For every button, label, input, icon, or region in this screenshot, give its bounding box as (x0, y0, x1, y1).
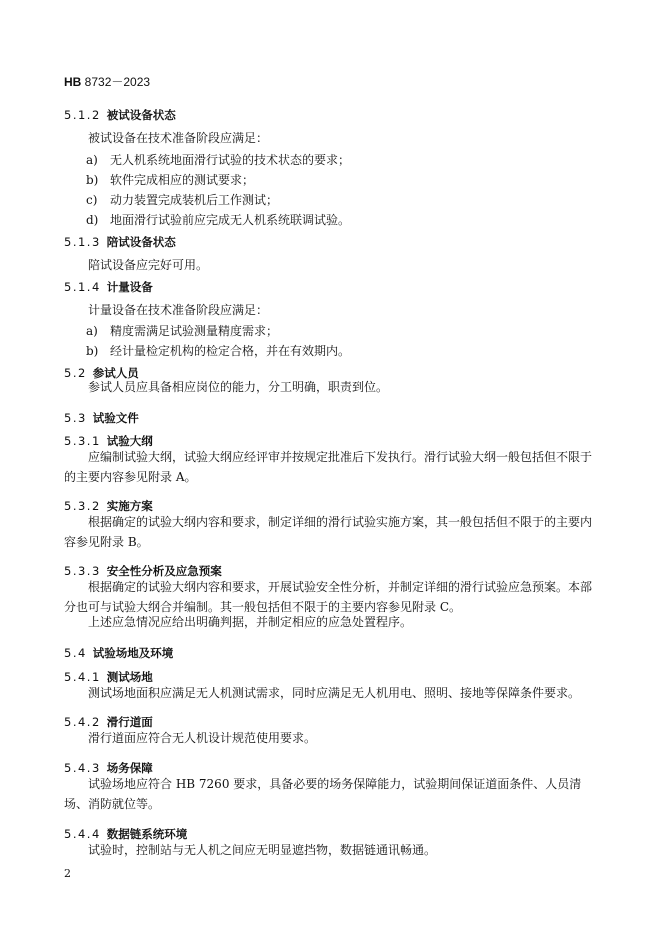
list-marker: b) (86, 344, 99, 358)
list-item (86, 211, 350, 228)
paragraph: 滑行道面应符合无人机设计规范使用要求。 (88, 731, 317, 745)
section-title: 滑行道面 (106, 715, 153, 729)
list-text: 经计量检定机构的检定合格，并在有效期内。 (110, 344, 351, 358)
section-number: 5.4.2 (64, 715, 101, 729)
list-text: 动力装置完成装机后工作测试； (110, 193, 279, 207)
section-number: 5.4.3 (64, 761, 101, 775)
section-number: 5.4 (64, 646, 87, 660)
list-marker: a) (86, 324, 98, 338)
paragraph: 测试场地面积应满足无人机测试需求，同时应满足无人机用电、照明、接地等保障条件要求。 (88, 686, 581, 700)
section-title: 实施方案 (106, 499, 153, 513)
section-number: 5.2 (64, 366, 87, 380)
paragraph: 陪试设备应完好可用。 (88, 258, 209, 272)
paragraph: 试验场地应符合 HB 7260 要求，具备必要的场务保障能力，试验期间保证道面条件、人员清场、消防就位等。 (64, 777, 582, 811)
section-number: 5.4.1 (64, 670, 101, 684)
section-title: 数据链系统环境 (106, 827, 188, 841)
section-number: 5.1.2 (64, 108, 101, 122)
paragraph: 上述应急情况应给出明确判据，并制定相应的应急处置程序。 (88, 615, 413, 629)
list-item (86, 151, 350, 168)
section-heading-5-3 (64, 410, 139, 426)
list-marker: b) (86, 173, 99, 187)
section-title: 陪试设备状态 (106, 235, 176, 249)
section-number: 5.3.1 (64, 434, 101, 448)
section-title: 被试设备状态 (106, 108, 176, 122)
section-heading-5-1-3 (64, 234, 176, 250)
section-title: 试验文件 (92, 411, 139, 425)
list-text: 精度需满足试验测量精度需求； (110, 324, 279, 338)
section-title: 计量设备 (106, 280, 153, 294)
list-text: 地面滑行试验前应完成无人机系统联调试验。 (110, 213, 351, 227)
section-heading-5-1-4 (64, 279, 153, 295)
list-marker: a) (86, 153, 98, 167)
section-title: 参试人员 (92, 366, 139, 380)
section-number: 5.3.2 (64, 499, 101, 513)
section-number: 5.3.3 (64, 564, 101, 578)
section-number: 5.1.3 (64, 235, 101, 249)
page-number: 2 (64, 867, 71, 880)
section-title: 场务保障 (106, 761, 153, 775)
section-title: 试验场地及环境 (92, 646, 174, 660)
paragraph: 被试设备在技术准备阶段应满足： (88, 131, 269, 145)
standard-header (64, 73, 150, 90)
paragraph: 应编制试验大纲，试验大纲应经评审并按规定批准后下发执行。滑行试验大纲一般包括但不限于的主要内容参见附录 A。 (64, 450, 593, 484)
paragraph: 根据确定的试验大纲内容和要求，制定详细的滑行试验实施方案，其一般包括但不限于的主要内容参见附录 B。 (64, 515, 593, 549)
list-item (86, 191, 278, 208)
list-item (86, 342, 350, 359)
section-title: 测试场地 (106, 670, 153, 684)
list-item (86, 322, 278, 339)
list-marker: d) (86, 213, 99, 227)
list-text: 软件完成相应的测试要求； (110, 173, 255, 187)
section-heading-5-4 (64, 645, 173, 661)
list-text: 无人机系统地面滑行试验的技术状态的要求； (110, 153, 351, 167)
section-number: 5.1.4 (64, 280, 101, 294)
paragraph: 计量设备在技术准备阶段应满足： (88, 303, 269, 317)
section-title: 试验大纲 (106, 434, 153, 448)
standard-number: 8732－2023 (81, 75, 151, 89)
standard-code: HB (64, 75, 82, 89)
paragraph: 试验时，控制站与无人机之间应无明显遮挡物，数据链通讯畅通。 (88, 843, 437, 857)
section-number: 5.3 (64, 411, 87, 425)
section-number: 5.4.4 (64, 827, 101, 841)
section-title: 安全性分析及应急预案 (106, 564, 222, 578)
list-marker: c) (86, 193, 98, 207)
paragraph: 参试人员应具备相应岗位的能力，分工明确，职责到位。 (88, 380, 389, 394)
list-item (86, 171, 254, 188)
paragraph: 根据确定的试验大纲内容和要求，开展试验安全性分析，并制定详细的滑行试验应急预案。本部分也可与试验大纲合并编制。其一般包括但不限于的主要内容参见附录 C。 (64, 580, 593, 614)
section-heading-5-1-2 (64, 107, 176, 123)
